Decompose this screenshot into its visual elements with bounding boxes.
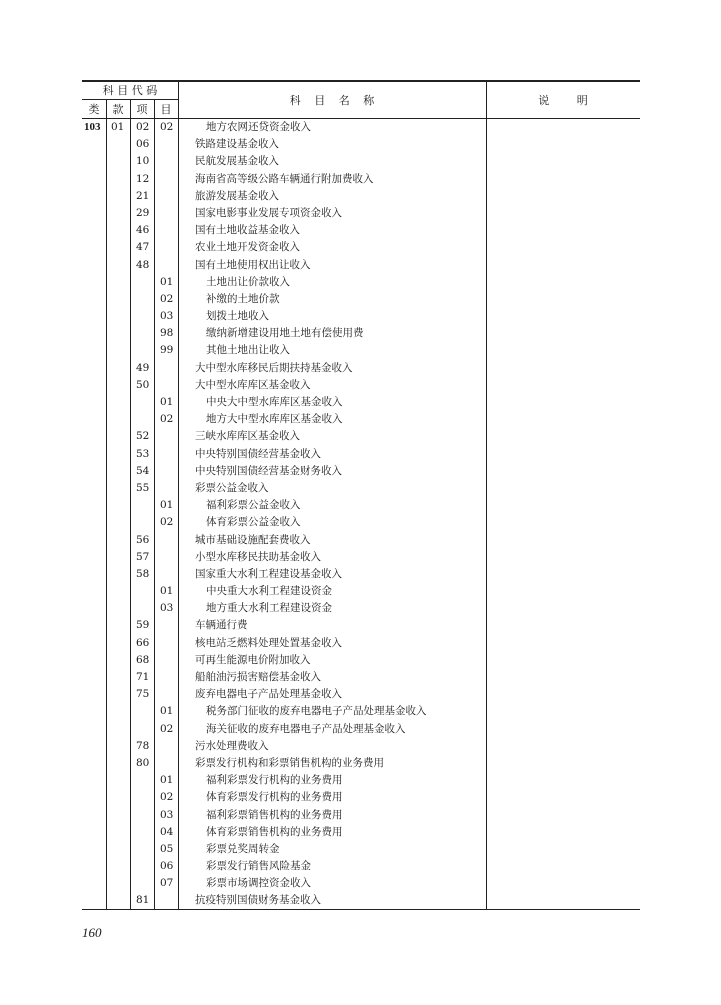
mu-cell: 02 [160,722,174,735]
subject-name-cell: 地方大中型水库库区基金收入 [206,413,343,426]
xiang-cell: 47 [136,241,150,254]
lei-cell: 103 [84,121,101,133]
table-row [82,274,640,291]
kuan-header: 款 [112,103,124,116]
subject-name-cell: 铁路建设基金收入 [195,138,279,151]
table-row [82,377,640,394]
table-row [82,497,640,514]
subject-name-cell: 划拨土地收入 [206,310,269,323]
subject-name-cell: 彩票发行销售风险基金 [206,860,311,873]
xiang-cell: 02 [136,121,150,133]
mu-cell: 03 [160,808,174,821]
table-row [82,875,640,892]
table-row [82,583,640,600]
subject-name-cell: 福利彩票销售机构的业务费用 [206,808,343,821]
mu-cell: 02 [160,791,174,804]
subject-name-cell: 中央大中型水库库区基金收入 [206,396,343,408]
table-row [82,291,640,308]
xiang-cell: 66 [136,636,150,649]
mu-cell: 03 [160,602,174,615]
table-row [82,566,640,583]
table-row [82,514,640,531]
subject-name-cell: 海南省高等级公路车辆通行附加费收入 [195,172,374,185]
table-row [82,824,640,841]
subject-name-cell: 中央特别国债经营基金收入 [195,447,321,460]
mu-cell: 02 [160,292,174,305]
name-header: 科 目 名 称 [289,94,375,107]
subject-name-cell: 小型水库移民扶助基金收入 [195,550,321,563]
subject-name-cell: 国有土地收益基金收入 [195,224,300,237]
subject-name-cell: 城市基础设施配套费收入 [195,533,311,546]
subject-name-cell: 补缴的土地价款 [206,292,280,305]
subject-name-cell: 地方重大水利工程建设资金 [206,602,332,615]
subject-name-cell: 税务部门征收的废弃电器电子产品处理基金收入 [206,705,427,718]
lei-header: 类 [88,103,100,116]
table-row [82,257,640,274]
mu-cell: 02 [160,413,174,426]
xiang-cell: 48 [136,258,150,271]
subject-name-cell: 废弃电器电子产品处理基金收入 [195,688,342,701]
xiang-cell: 59 [136,619,150,632]
subject-name-cell: 福利彩票公益金收入 [206,499,301,512]
xiang-cell: 06 [136,138,150,151]
table-row [82,325,640,342]
table-row [82,772,640,789]
subject-name-cell: 缴纳新增建设用地土地有偿使用费 [206,327,364,340]
xiang-cell: 78 [136,739,150,752]
mu-cell: 01 [160,499,174,512]
subject-name-cell: 中央重大水利工程建设资金 [206,585,332,598]
subject-name-cell: 地方农网还贷资金收入 [206,121,311,133]
page-number: 160 [82,925,102,940]
subject-name-cell: 体育彩票公益金收入 [206,516,301,529]
subject-name-cell: 可再生能源电价附加收入 [195,653,311,666]
table-row [82,721,640,738]
xiang-cell: 50 [136,378,150,391]
table-row [82,188,640,205]
subject-name-cell: 海关征收的废弃电器电子产品处理基金收入 [206,722,406,735]
subject-name-cell: 农业土地开发资金收入 [195,241,300,254]
table-row [82,549,640,566]
mu-cell: 07 [160,877,174,890]
subject-name-cell: 旅游发展基金收入 [195,189,279,202]
subject-name-cell: 其他土地出让收入 [206,344,290,357]
subject-name-cell: 国家重大水利工程建设基金收入 [195,567,342,580]
table-row [82,342,640,359]
mu-cell: 01 [160,774,174,787]
mu-cell: 03 [160,310,174,323]
subject-name-cell: 国有土地使用权出让收入 [195,258,311,271]
mu-cell: 05 [160,842,174,855]
mu-cell: 04 [160,825,174,838]
code-header: 科 目 代 码 [102,84,158,97]
table-row [82,532,640,549]
subject-name-cell: 福利彩票发行机构的业务费用 [206,774,343,787]
xiang-cell: 57 [136,550,150,563]
subject-name-cell: 大中型水库库区基金收入 [195,378,311,391]
table-row [82,428,640,445]
subject-name-cell: 船舶油污损害赔偿基金收入 [195,671,321,683]
xiang-cell: 52 [136,430,150,443]
xiang-cell: 80 [136,756,150,769]
table-row [82,669,640,686]
table-row [82,892,640,909]
table-row [82,394,640,411]
xiang-cell: 56 [136,533,150,546]
table-row [82,635,640,652]
table-row [82,480,640,497]
table-row [82,360,640,377]
table-row [82,119,640,136]
table-row [82,841,640,858]
xiang-cell: 21 [136,189,150,202]
kuan-cell: 01 [111,121,125,133]
table-row [82,738,640,755]
table-row [82,686,640,703]
subject-name-cell: 污水处理费收入 [195,739,269,752]
subject-name-cell: 车辆通行费 [195,619,248,632]
subject-name-cell: 彩票兑奖周转金 [206,842,280,855]
table-row [82,239,640,256]
mu-cell: 98 [160,327,174,340]
xiang-cell: 71 [136,671,150,683]
mu-cell: 01 [160,705,174,718]
subject-name-cell: 三峡水库库区基金收入 [195,430,300,443]
xiang-cell: 53 [136,447,150,460]
subject-name-cell: 大中型水库移民后期扶持基金收入 [195,361,353,374]
xiang-cell: 75 [136,688,150,701]
subject-name-cell: 彩票发行机构和彩票销售机构的业务费用 [195,756,384,769]
mu-cell: 06 [160,860,174,873]
subject-name-cell: 土地出让价款收入 [206,275,290,288]
subject-name-cell: 体育彩票销售机构的业务费用 [206,825,343,838]
xiang-cell: 49 [136,361,150,374]
mu-header: 目 [160,103,172,116]
table-row [82,308,640,325]
table-row [82,171,640,188]
subject-name-cell: 彩票市场调控资金收入 [206,877,311,890]
mu-cell: 01 [160,585,174,598]
subject-name-cell: 国家电影事业发展专项资金收入 [195,206,342,219]
table-row [82,703,640,720]
table-row [82,222,640,239]
xiang-cell: 10 [136,155,150,168]
subject-name-cell: 抗疫特别国债财务基金收入 [195,894,321,907]
table-row [82,858,640,875]
mu-cell: 01 [160,275,174,288]
xiang-cell: 29 [136,206,150,219]
table-body [82,119,640,910]
xiang-cell: 55 [136,481,150,494]
subject-name-cell: 民航发展基金收入 [195,155,279,168]
xiang-cell: 12 [136,172,150,185]
subject-name-cell: 核电站乏燃料处理处置基金收入 [195,636,342,649]
mu-cell: 02 [160,516,174,529]
mu-cell: 01 [160,396,174,408]
xiang-cell: 46 [136,224,150,237]
subject-name-cell: 中央特别国债经营基金财务收入 [195,464,342,477]
table-row [82,446,640,463]
table-row [82,205,640,222]
subject-name-cell: 体育彩票发行机构的业务费用 [206,791,343,804]
xiang-cell: 81 [136,894,150,907]
table-row [82,755,640,772]
table-row [82,153,640,170]
table-row [82,411,640,428]
xiang-header: 项 [136,103,148,116]
table-row [82,617,640,634]
table-row [82,463,640,480]
table-row [82,600,640,617]
xiang-cell: 54 [136,464,150,477]
table-row [82,789,640,806]
xiang-cell: 58 [136,567,150,580]
xiang-cell: 68 [136,653,150,666]
table-row [82,652,640,669]
mu-cell: 99 [160,344,174,357]
desc-header: 说 明 [538,94,588,107]
mu-cell: 02 [160,121,174,133]
table-row [82,807,640,824]
table-row [82,136,640,153]
subject-name-cell: 彩票公益金收入 [195,481,269,494]
